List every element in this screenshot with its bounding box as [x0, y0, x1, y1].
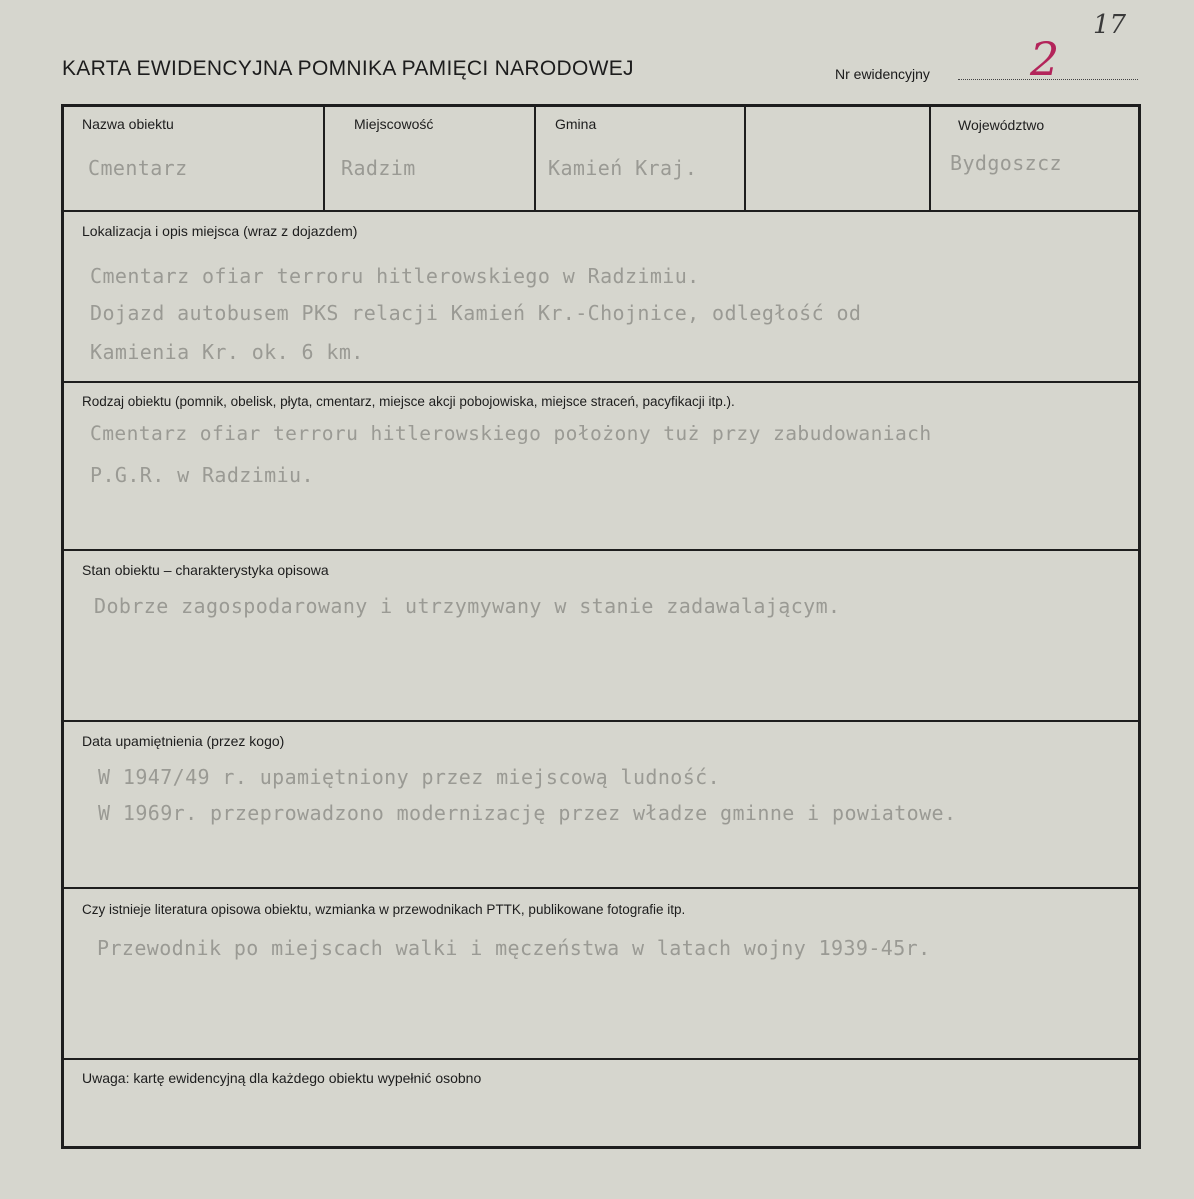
miejscowosc-value: Radzim: [341, 156, 416, 180]
rodzaj-label: Rodzaj obiektu (pomnik, obelisk, płyta, cmentarz, miejsce akcji pobojowiska, miejsce straceń, pacyfikacji itp.).: [82, 394, 735, 409]
divider-vertical: [744, 104, 746, 210]
nr-ewidencyjny-value: 2: [1030, 32, 1060, 86]
divider-horizontal: [61, 1058, 1141, 1060]
divider-horizontal: [61, 887, 1141, 889]
divider-vertical: [323, 104, 325, 210]
lokalizacja-line: Dojazd autobusem PKS relacji Kamień Kr.-Chojnice, odległość od: [90, 301, 862, 325]
corner-handwritten-mark: 17: [1093, 10, 1127, 40]
data-upamietnienia-line: W 1969r. przeprowadzono modernizację przez władze gminne i powiatowe.: [98, 801, 957, 825]
lokalizacja-label: Lokalizacja i opis miejsca (wraz z dojazdem): [82, 223, 358, 239]
divider-vertical: [929, 104, 931, 210]
wojewodztwo-label: Województwo: [958, 117, 1045, 133]
form-frame: [61, 104, 1141, 1149]
lokalizacja-line: Cmentarz ofiar terroru hitlerowskiego w Radzimiu.: [90, 264, 700, 288]
literatura-line: Przewodnik po miejscach walki i męczeństwa w latach wojny 1939-45r.: [97, 936, 931, 960]
nr-ewidencyjny-label: Nr ewidencyjny: [835, 66, 930, 82]
rodzaj-line: Cmentarz ofiar terroru hitlerowskiego położony tuż przy zabudowaniach: [90, 422, 932, 445]
stan-line: Dobrze zagospodarowany i utrzymywany w stanie zadawalającym.: [94, 594, 841, 618]
data-upamietnienia-line: W 1947/49 r. upamiętniony przez miejscową ludność.: [98, 765, 721, 789]
divider-horizontal: [61, 720, 1141, 722]
data-upamietnienia-label: Data upamiętnienia (przez kogo): [82, 733, 285, 749]
uwaga-note: Uwaga: kartę ewidencyjną dla każdego obiektu wypełnić osobno: [82, 1070, 482, 1086]
divider-vertical: [534, 104, 536, 210]
literatura-label: Czy istnieje literatura opisowa obiektu, wzmianka w przewodnikach PTTK, publikowane fotografie itp.: [82, 902, 686, 917]
nazwa-obiektu-value: Cmentarz: [88, 156, 188, 180]
nazwa-obiektu-label: Nazwa obiektu: [82, 116, 174, 132]
card-title: KARTA EWIDENCYJNA POMNIKA PAMIĘCI NARODOWEJ: [62, 57, 634, 80]
gmina-label: Gmina: [555, 116, 597, 132]
wojewodztwo-value: Bydgoszcz: [950, 151, 1062, 175]
miejscowosc-label: Miejscowość: [354, 116, 434, 132]
stan-label: Stan obiektu – charakterystyka opisowa: [82, 562, 329, 578]
divider-horizontal: [61, 549, 1141, 551]
rodzaj-line: P.G.R. w Radzimiu.: [90, 463, 314, 487]
gmina-value: Kamień Kraj.: [548, 156, 698, 180]
divider-horizontal: [61, 210, 1141, 212]
lokalizacja-line: Kamienia Kr. ok. 6 km.: [90, 340, 364, 364]
divider-horizontal: [61, 381, 1141, 383]
